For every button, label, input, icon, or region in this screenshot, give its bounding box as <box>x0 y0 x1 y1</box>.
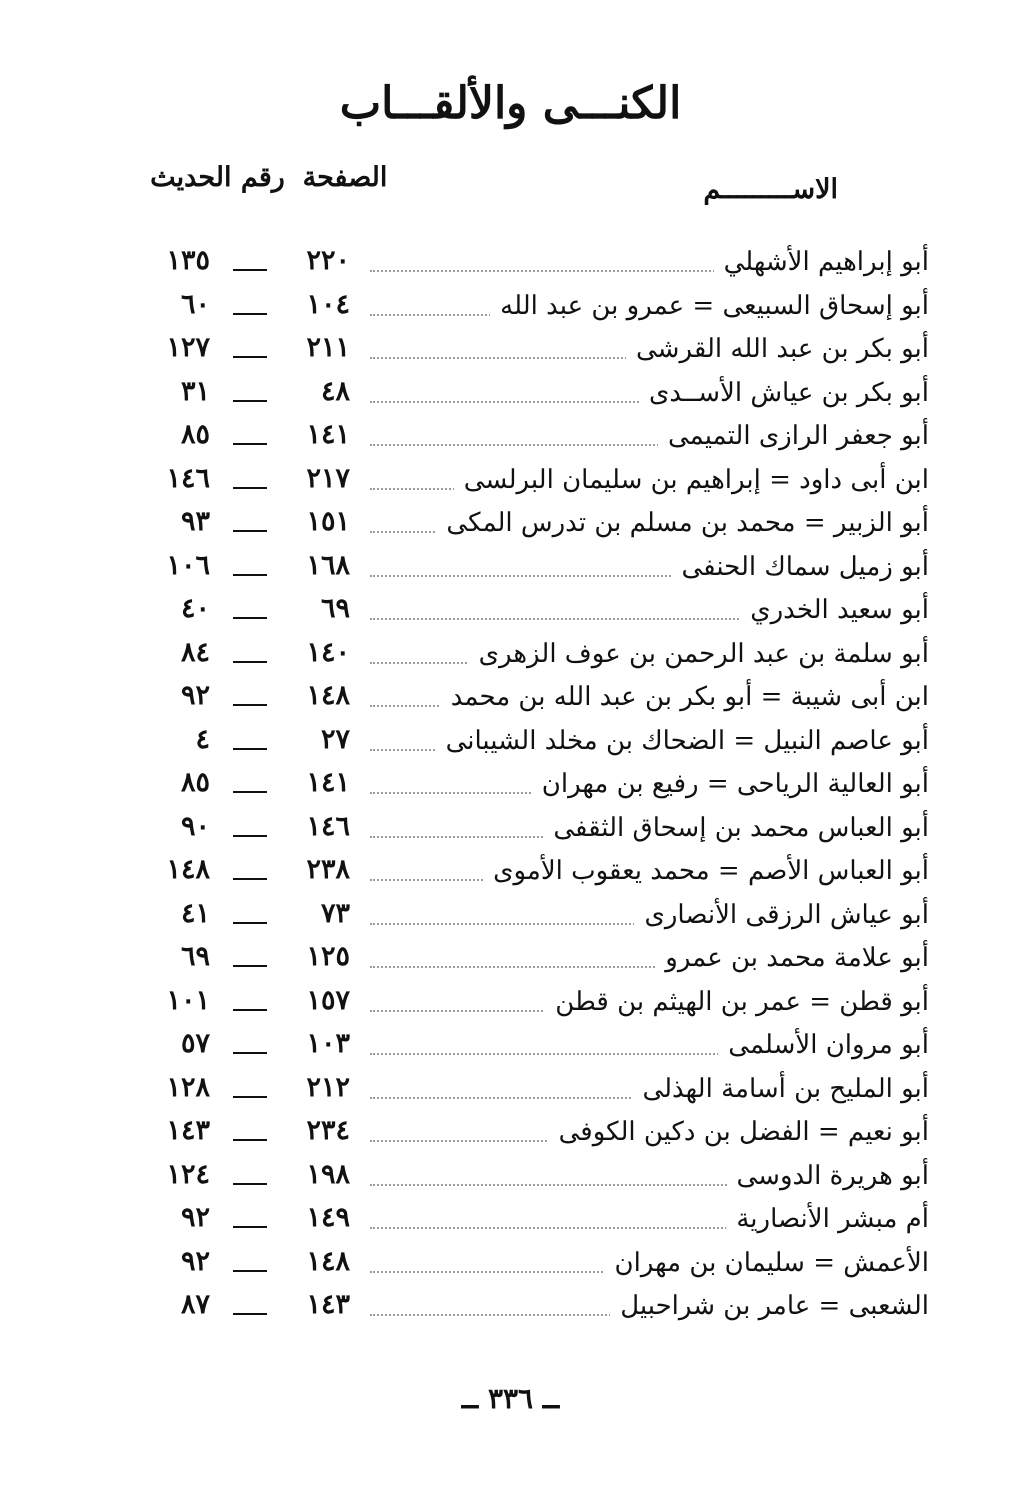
entry-name: أبو سلمة بن عبد الرحمن بن عوف الزهرى <box>469 639 929 669</box>
entry-hadith-number: ٣١ <box>180 375 210 407</box>
entry-name: أبو زميل سماك الحنفى <box>672 552 929 582</box>
entry-page-number: ٤٨ <box>320 375 350 407</box>
dash-separator <box>233 922 267 924</box>
index-entry <box>0 939 1021 983</box>
entry-hadith-number: ١٢٤ <box>166 1158 210 1190</box>
entry-page-number: ١٤٣ <box>306 1289 350 1320</box>
entry-page-number: ١٤٩ <box>306 1202 350 1233</box>
index-entry <box>0 374 1021 418</box>
entry-page-number: ٦٩ <box>320 593 350 624</box>
index-entry <box>0 1287 1021 1331</box>
dash-separator <box>233 617 267 619</box>
entry-page-number: ١٤١ <box>306 419 350 450</box>
entry-hadith-number: ١٠٦ <box>166 549 210 581</box>
index-entry <box>0 852 1021 896</box>
index-entry <box>0 243 1021 287</box>
page-number: ــ ٣٣٦ ــ <box>461 1382 560 1415</box>
entry-name: أبو سعيد الخدري <box>740 595 929 625</box>
index-entry <box>0 635 1021 679</box>
entry-hadith-number: ١٣٥ <box>166 245 210 276</box>
entry-name: الشعبى = عامر بن شراحبيل <box>610 1291 929 1321</box>
index-entry <box>0 461 1021 505</box>
entry-name: أبو عاصم النبيل = الضحاك بن مخلد الشيبانى <box>436 726 929 756</box>
entry-hadith-number: ١٠١ <box>166 984 210 1016</box>
entry-name: أبو مروان الأسلمى <box>718 1030 929 1060</box>
entry-page-number: ١٢٥ <box>306 941 350 972</box>
entry-hadith-number: ١٤٦ <box>166 462 210 494</box>
dash-separator <box>233 1226 267 1228</box>
index-entry <box>0 330 1021 374</box>
index-entry <box>0 504 1021 548</box>
entry-page-number: ٢٣٤ <box>306 1115 350 1146</box>
entry-hadith-number: ٩٢ <box>180 1202 210 1233</box>
entry-page-number: ٢٣٨ <box>306 854 350 885</box>
entry-hadith-number: ٦٠ <box>180 288 210 320</box>
index-entry <box>0 1157 1021 1201</box>
entry-name: أبو علامة محمد بن عمرو <box>655 943 929 973</box>
entry-name: أبو إسحاق السبيعى = عمرو بن عبد الله <box>490 291 929 321</box>
dash-separator <box>233 1313 267 1315</box>
entry-name: أبو العالية الرياحى = رفيع بن مهران <box>532 769 929 799</box>
entry-page-number: ١٤٦ <box>306 810 350 842</box>
entry-hadith-number: ١٢٨ <box>166 1071 210 1103</box>
entry-hadith-number: ٩٠ <box>180 810 210 842</box>
entry-page-number: ١٥١ <box>306 506 350 537</box>
entry-name: أبو العباس الأصم = محمد يعقوب الأموى <box>483 856 929 886</box>
entry-name: أبو نعيم = الفضل بن دكين الكوفى <box>549 1117 929 1147</box>
index-entry <box>0 548 1021 592</box>
entry-hadith-number: ٤ <box>195 723 210 755</box>
entry-name: أبو بكر بن عياش الأســدى <box>639 378 929 408</box>
dash-separator <box>233 356 267 358</box>
page-title: الكنـــى والألقـــاب <box>339 78 682 129</box>
dash-separator <box>233 661 267 663</box>
index-entry <box>0 591 1021 635</box>
index-entry <box>0 809 1021 853</box>
entry-name: أم مبشر الأنصارية <box>726 1204 929 1234</box>
entry-page-number: ١٠٤ <box>306 288 350 320</box>
entry-page-number: ١٤٠ <box>306 636 350 668</box>
entry-hadith-number: ٩٢ <box>180 1245 210 1277</box>
dash-separator <box>233 1052 267 1054</box>
column-header-hadith: رقم الحديث <box>150 162 285 193</box>
index-entry <box>0 765 1021 809</box>
dash-separator <box>233 313 267 315</box>
entry-page-number: ٢٧ <box>320 723 350 755</box>
entry-name: أبو هريرة الدوسى <box>727 1161 930 1191</box>
entry-hadith-number: ٥٧ <box>180 1028 210 1059</box>
entry-hadith-number: ١٤٨ <box>166 854 210 885</box>
entry-name: أبو العباس محمد بن إسحاق الثقفى <box>543 813 929 843</box>
index-entry <box>0 417 1021 461</box>
entry-hadith-number: ٨٧ <box>180 1289 210 1320</box>
entry-hadith-number: ١٢٧ <box>166 332 210 363</box>
entry-page-number: ٢٢٠ <box>306 245 350 276</box>
dash-separator <box>233 704 267 706</box>
index-entry <box>0 722 1021 766</box>
entry-page-number: ٢١٧ <box>306 462 350 494</box>
index-entry <box>0 678 1021 722</box>
dash-separator <box>233 835 267 837</box>
dash-separator <box>233 487 267 489</box>
entry-page-number: ٢١٢ <box>306 1071 350 1103</box>
dash-separator <box>233 443 267 445</box>
entry-name: أبو إبراهيم الأشهلي <box>714 247 929 277</box>
dash-separator <box>233 1139 267 1141</box>
column-header-page: الصفحة <box>302 162 388 193</box>
entry-hadith-number: ٨٤ <box>180 636 210 668</box>
dash-separator <box>233 1270 267 1272</box>
index-entry <box>0 983 1021 1027</box>
entry-name: أبو جعفر الرازى التميمى <box>658 421 929 451</box>
entry-page-number: ١٥٧ <box>306 984 350 1016</box>
entry-name: أبو عياش الرزقى الأنصارى <box>634 900 929 930</box>
entry-hadith-number: ٩٢ <box>180 680 210 711</box>
column-header-name: الاســـــــــم <box>703 174 838 205</box>
entry-name: الأعمش = سليمان بن مهران <box>605 1248 929 1278</box>
entry-page-number: ١٩٨ <box>306 1158 350 1190</box>
index-entry <box>0 1200 1021 1244</box>
entry-page-number: ٢١١ <box>306 332 350 363</box>
entry-hadith-number: ٤٠ <box>180 593 210 624</box>
entry-page-number: ١٤٨ <box>306 680 350 711</box>
entry-page-number: ٧٣ <box>320 897 350 929</box>
entry-name: أبو بكر بن عبد الله القرشى <box>626 334 929 364</box>
entry-hadith-number: ٨٥ <box>180 419 210 450</box>
entry-hadith-number: ١٤٣ <box>166 1115 210 1146</box>
dash-separator <box>233 965 267 967</box>
index-entry <box>0 896 1021 940</box>
dash-separator <box>233 1096 267 1098</box>
entry-page-number: ١٤١ <box>306 767 350 798</box>
entry-hadith-number: ٨٥ <box>180 767 210 798</box>
dash-separator <box>233 400 267 402</box>
dash-separator <box>233 530 267 532</box>
index-list <box>0 243 1021 1331</box>
dash-separator <box>233 748 267 750</box>
index-entry <box>0 1026 1021 1070</box>
entry-page-number: ١٤٨ <box>306 1245 350 1277</box>
entry-hadith-number: ٩٣ <box>180 506 210 537</box>
dash-separator <box>233 1183 267 1185</box>
index-entry <box>0 1070 1021 1114</box>
entry-name: أبو الزبير = محمد بن مسلم بن تدرس المكى <box>436 508 929 538</box>
index-entry <box>0 287 1021 331</box>
entry-hadith-number: ٦٩ <box>180 941 210 972</box>
entry-name: ابن أبى شيبة = أبو بكر بن عبد الله بن محمد <box>441 682 929 712</box>
dash-separator <box>233 791 267 793</box>
index-entry <box>0 1113 1021 1157</box>
dash-separator <box>233 574 267 576</box>
entry-name: أبو المليح بن أسامة الهذلى <box>632 1074 929 1104</box>
entry-name: ابن أبى داود = إبراهيم بن سليمان البرلسى <box>454 465 929 495</box>
index-entry <box>0 1244 1021 1288</box>
entry-hadith-number: ٤١ <box>180 897 210 929</box>
entry-page-number: ١٠٣ <box>306 1028 350 1059</box>
entry-name: أبو قطن = عمر بن الهيثم بن قطن <box>545 987 929 1017</box>
dash-separator <box>233 878 267 880</box>
dash-separator <box>233 269 267 271</box>
dash-separator <box>233 1009 267 1011</box>
entry-page-number: ١٦٨ <box>306 549 350 581</box>
